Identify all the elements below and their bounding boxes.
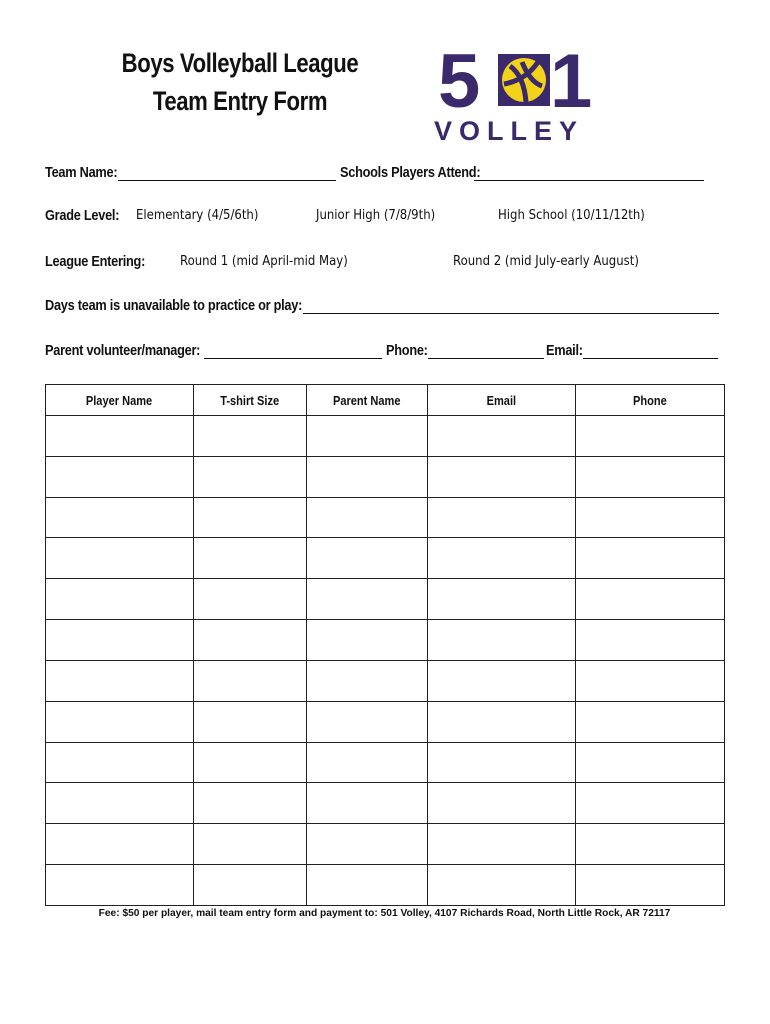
email-label: Email: — [546, 342, 583, 359]
league-entering-label: League Entering: — [45, 253, 146, 270]
email-cell[interactable] — [428, 742, 576, 783]
parent-name-cell[interactable] — [307, 620, 428, 661]
email-cell[interactable] — [428, 620, 576, 661]
col-parent-name: Parent Name — [307, 385, 428, 416]
501-volley-logo — [430, 39, 610, 156]
schools-field[interactable] — [474, 180, 704, 181]
parent-name-cell[interactable] — [307, 742, 428, 783]
email-cell[interactable] — [428, 701, 576, 742]
tshirt-size-cell[interactable] — [194, 660, 307, 701]
email-field[interactable] — [583, 358, 718, 359]
table-row — [46, 456, 725, 497]
parent-name-cell[interactable] — [307, 538, 428, 579]
email-cell[interactable] — [428, 538, 576, 579]
player-name-cell[interactable] — [46, 497, 194, 538]
phone-cell[interactable] — [576, 783, 725, 824]
phone-cell[interactable] — [576, 824, 725, 865]
roster-body — [46, 416, 725, 906]
tshirt-size-cell[interactable] — [194, 783, 307, 824]
parent-volunteer-field[interactable] — [204, 358, 382, 359]
email-cell[interactable] — [428, 865, 576, 906]
schools-label: Schools Players Attend: — [340, 164, 481, 181]
grade-option-high-school[interactable]: High School (10/11/12th) — [498, 208, 645, 223]
parent-name-cell[interactable] — [307, 416, 428, 457]
table-row — [46, 620, 725, 661]
player-name-cell[interactable] — [46, 660, 194, 701]
unavailable-days-label: Days team is unavailable to practice or play: — [45, 297, 303, 314]
phone-cell[interactable] — [576, 620, 725, 661]
roster-header-row — [46, 385, 725, 416]
col-email: Email — [428, 385, 576, 416]
table-row — [46, 579, 725, 620]
unavailable-days-field[interactable] — [303, 313, 719, 314]
tshirt-size-cell[interactable] — [194, 865, 307, 906]
logo-digit-five: 5 — [438, 39, 481, 124]
tshirt-size-cell[interactable] — [194, 416, 307, 457]
email-cell[interactable] — [428, 579, 576, 620]
email-cell[interactable] — [428, 660, 576, 701]
phone-cell[interactable] — [576, 742, 725, 783]
table-row — [46, 701, 725, 742]
tshirt-size-cell[interactable] — [194, 824, 307, 865]
phone-cell[interactable] — [576, 579, 725, 620]
roster-table — [45, 384, 725, 906]
title-line-1: Boys Volleyball League — [121, 48, 359, 78]
email-cell[interactable] — [428, 783, 576, 824]
tshirt-size-cell[interactable] — [194, 620, 307, 661]
parent-volunteer-label: Parent volunteer/manager: — [45, 342, 201, 359]
col-player-name: Player Name — [46, 385, 194, 416]
grade-option-junior-high[interactable]: Junior High (7/8/9th) — [316, 208, 436, 223]
tshirt-size-cell[interactable] — [194, 579, 307, 620]
table-row — [46, 824, 725, 865]
player-name-cell[interactable] — [46, 579, 194, 620]
league-option-round-1[interactable]: Round 1 (mid April-mid May) — [180, 254, 348, 269]
player-name-cell[interactable] — [46, 865, 194, 906]
league-option-round-2[interactable]: Round 2 (mid July-early August) — [453, 254, 639, 269]
team-name-label: Team Name: — [45, 164, 118, 181]
phone-cell[interactable] — [576, 456, 725, 497]
parent-name-cell[interactable] — [307, 701, 428, 742]
player-name-cell[interactable] — [46, 824, 194, 865]
phone-cell[interactable] — [576, 538, 725, 579]
player-name-cell[interactable] — [46, 783, 194, 824]
parent-name-cell[interactable] — [307, 865, 428, 906]
email-cell[interactable] — [428, 456, 576, 497]
phone-label: Phone: — [386, 342, 428, 359]
email-cell[interactable] — [428, 824, 576, 865]
player-name-cell[interactable] — [46, 538, 194, 579]
tshirt-size-cell[interactable] — [194, 742, 307, 783]
grade-level-label: Grade Level: — [45, 207, 120, 224]
fee-note: Fee: $50 per player, mail team entry form and payment to: 501 Volley, 4107 Richards Road, North Little Rock, AR 72117 — [98, 908, 671, 919]
tshirt-size-cell[interactable] — [194, 538, 307, 579]
player-name-cell[interactable] — [46, 416, 194, 457]
table-row — [46, 865, 725, 906]
player-name-cell[interactable] — [46, 456, 194, 497]
table-row — [46, 783, 725, 824]
player-name-cell[interactable] — [46, 701, 194, 742]
table-row — [46, 497, 725, 538]
email-cell[interactable] — [428, 497, 576, 538]
form-title — [92, 44, 387, 120]
phone-field[interactable] — [428, 358, 544, 359]
logo-word: VOLLEY — [434, 116, 585, 146]
title-line-2: Team Entry Form — [152, 86, 328, 116]
parent-name-cell[interactable] — [307, 824, 428, 865]
logo-digit-one: 1 — [550, 39, 593, 124]
parent-name-cell[interactable] — [307, 497, 428, 538]
table-row — [46, 416, 725, 457]
email-cell[interactable] — [428, 416, 576, 457]
tshirt-size-cell[interactable] — [194, 701, 307, 742]
team-name-field[interactable] — [118, 180, 336, 181]
tshirt-size-cell[interactable] — [194, 456, 307, 497]
col-phone: Phone — [576, 385, 725, 416]
phone-cell[interactable] — [576, 660, 725, 701]
table-row — [46, 538, 725, 579]
parent-name-cell[interactable] — [307, 783, 428, 824]
phone-cell[interactable] — [576, 701, 725, 742]
parent-name-cell[interactable] — [307, 579, 428, 620]
col-tshirt-size: T-shirt Size — [194, 385, 307, 416]
grade-option-elementary[interactable]: Elementary (4/5/6th) — [136, 208, 259, 223]
phone-cell[interactable] — [576, 865, 725, 906]
player-name-cell[interactable] — [46, 620, 194, 661]
phone-cell[interactable] — [576, 416, 725, 457]
parent-name-cell[interactable] — [307, 660, 428, 701]
parent-name-cell[interactable] — [307, 456, 428, 497]
phone-cell[interactable] — [576, 497, 725, 538]
player-name-cell[interactable] — [46, 742, 194, 783]
volleyball-icon — [496, 52, 552, 108]
table-row — [46, 660, 725, 701]
table-row — [46, 742, 725, 783]
tshirt-size-cell[interactable] — [194, 497, 307, 538]
